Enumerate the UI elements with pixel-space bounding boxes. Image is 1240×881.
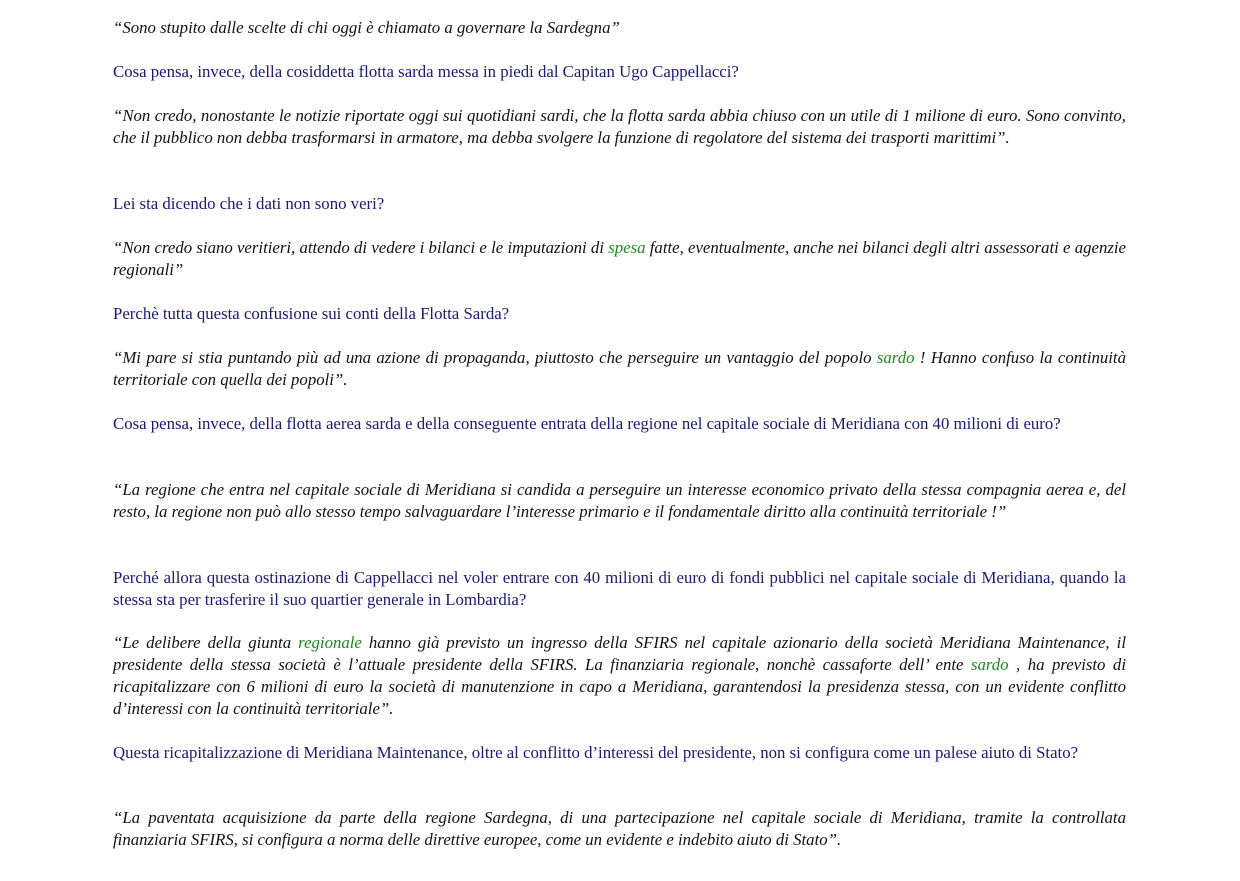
keyword-link-sardo[interactable]: sardo: [876, 348, 915, 367]
answer-paragraph-4: [113, 347, 1126, 391]
question-paragraph-1: Cosa pensa, invece, della cosiddetta flotta sarda messa in piedi dal Capitan Ugo Cappellacci?: [113, 62, 739, 81]
answer-text: “Non credo siano veritieri, attendo di vedere i bilanci e le imputazioni di: [113, 238, 609, 257]
question-paragraph-4: Cosa pensa, invece, della flotta aerea sarda e della conseguente entrata della regione nel capitale sociale di Meridiana con 40 milioni di euro?: [113, 414, 1061, 433]
keyword-link-spesa[interactable]: spesa: [608, 238, 646, 257]
answer-paragraph-1: “Sono stupito dalle scelte di chi oggi è chiamato a governare la Sardegna”: [113, 18, 620, 37]
keyword-link-sardo[interactable]: sardo: [970, 655, 1009, 674]
answer-text: ! Hanno confuso la continuità territoriale con quella dei popoli”.: [113, 348, 1126, 389]
question-paragraph-6: Questa ricapitalizzazione di Meridiana Maintenance, oltre al conflitto d’interessi del presidente, non si configura come un palese aiuto di Stato?: [113, 743, 1079, 762]
answer-paragraph-7: “La paventata acquisizione da parte della regione Sardegna, di una partecipazione nel capitale sociale di Meridiana, tramite la controllata finanziaria SFIRS, si configura a norma delle direttive europee, come un evidente e indebito aiuto di Stato”.: [113, 808, 1126, 849]
answer-paragraph-3: [113, 237, 1126, 281]
answer-text: , ha previsto di ricapitalizzare con 6 milioni di euro la società di manutenzione in capo a Meridiana, garantendosi la presidenza stessa, con un evidente conflitto d’interessi con la continuità territoriale”.: [113, 655, 1126, 718]
question-paragraph-5: Perché allora questa ostinazione di Cappellacci nel voler entrare con 40 milioni di euro di fondi pubblici nel capitale sociale di Meridiana, quando la stessa sta per trasferire il suo quartier generale in Lombardia?: [113, 568, 1126, 609]
question-paragraph-2: Lei sta dicendo che i dati non sono veri?: [113, 194, 385, 213]
answer-paragraph-2: “Non credo, nonostante le notizie riportate oggi sui quotidiani sardi, che la flotta sarda abbia chiuso con un utile di 1 milione di euro. Sono convinto, che il pubblico non debba trasformarsi in armatore, ma debba svolgere la funzione di regolatore del sistema dei trasporti marittimi”.: [113, 106, 1126, 147]
answer-text: hanno già previsto un ingresso della SFIRS nel capitale azionario della società Meridiana Maintenance, il presidente della stessa società è l’attuale presidente della SFIRS. La finanziaria regionale, nonchè cassaforte dell’ ente: [113, 633, 1126, 674]
answer-paragraph-5: “La regione che entra nel capitale sociale di Meridiana si candida a perseguire un interesse economico privato della stessa compagnia aerea e, del resto, la regione non può allo stesso tempo salvaguardare l’interesse primario e il fondamentale diritto alla continuità territoriale !”: [113, 480, 1126, 521]
answer-text: “Le delibere della giunta: [113, 633, 299, 652]
answer-text: fatte, eventualmente, anche nei bilanci degli altri assessorati e agenzie regionali”: [113, 238, 1126, 279]
keyword-link-regionale[interactable]: regionale: [298, 633, 362, 652]
answer-paragraph-6: [113, 632, 1126, 720]
answer-text: “Mi pare si stia puntando più ad una azione di propaganda, piuttosto che perseguire un vantaggio del popolo: [113, 348, 877, 367]
question-paragraph-3: Perchè tutta questa confusione sui conti della Flotta Sarda?: [113, 304, 510, 323]
